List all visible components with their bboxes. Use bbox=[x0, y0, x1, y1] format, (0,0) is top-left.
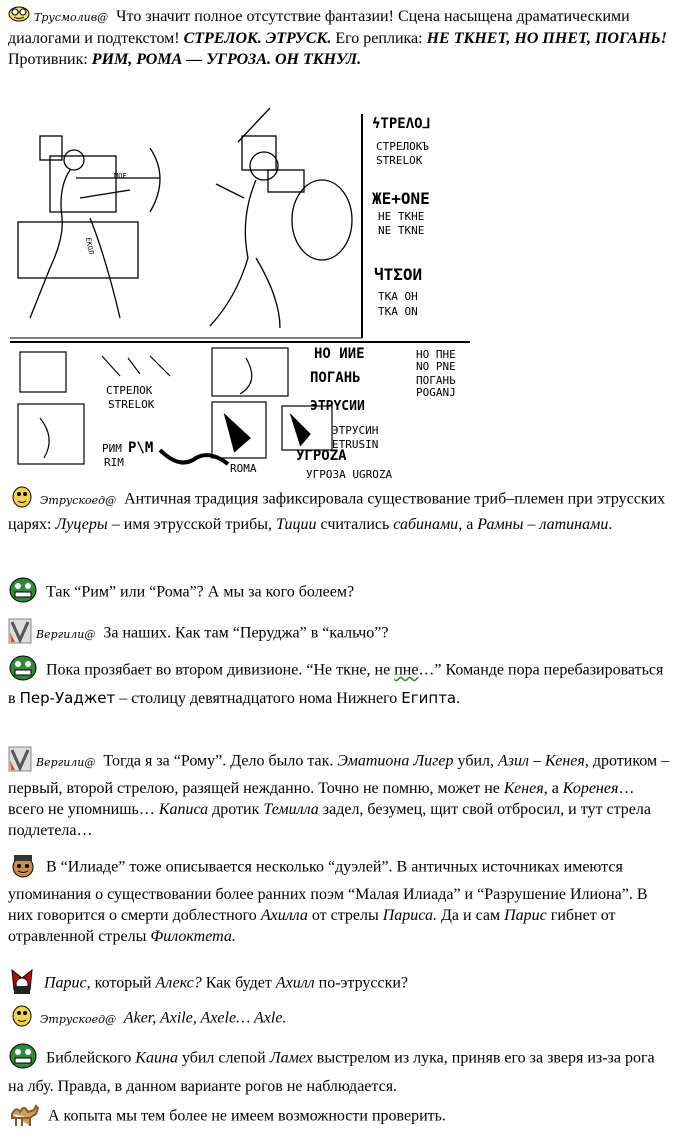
post-italic: Парис bbox=[504, 907, 547, 924]
spellcheck-word: пне bbox=[394, 661, 419, 679]
post-10 bbox=[8, 1042, 672, 1097]
post-italic: Азил bbox=[498, 752, 530, 770]
post-italic: Каина bbox=[135, 1049, 178, 1067]
strelok-cyr-bottom-label: СТРЕЛОК bbox=[106, 384, 153, 397]
post-italic: латинами bbox=[539, 516, 609, 533]
post-bold-text: СТРЕЛОК. ЭТРУСК. bbox=[183, 30, 332, 48]
post-text: … всего не упомнишь… bbox=[8, 780, 635, 818]
author-name: Вергили@ bbox=[36, 755, 96, 769]
glasses-smiley-avatar bbox=[8, 6, 30, 28]
post-2 bbox=[8, 486, 672, 535]
yellow-face-avatar bbox=[8, 1004, 36, 1034]
post-italic: Филоктета. bbox=[150, 928, 236, 945]
post-italic: Парис bbox=[40, 974, 87, 992]
post-bold-text: РИМ, РОМА — УГРОЗА. ОН ТКНУЛ. bbox=[91, 51, 362, 69]
post-text: …” Команде пора перебазироваться в bbox=[8, 661, 664, 707]
post-text: по-этрусски? bbox=[314, 974, 409, 992]
post-6 bbox=[8, 746, 672, 841]
v-letter-avatar bbox=[8, 618, 32, 650]
post-italic: Ахилла bbox=[260, 907, 308, 924]
svg-text:ЭTPYCИИ: ЭTPYCИИ bbox=[310, 399, 365, 414]
post-1 bbox=[8, 6, 672, 70]
post-text: . bbox=[456, 690, 461, 707]
post-italic: Эматиона Лигер bbox=[337, 752, 454, 770]
post-text: гибнет от отравленной стрелы bbox=[8, 907, 616, 945]
pogan-cyr-label: ПОГАНЬ bbox=[416, 374, 456, 387]
yellow-face-avatar bbox=[8, 486, 36, 514]
post-text: дротик bbox=[208, 801, 264, 818]
green-monster-avatar bbox=[8, 654, 38, 688]
place-name: Египта bbox=[401, 689, 457, 707]
author-name: Трусмолив@ bbox=[34, 10, 109, 24]
post-text: Его реплика: bbox=[331, 30, 427, 48]
post-text: , а bbox=[543, 780, 563, 797]
post-italic: Кенея bbox=[545, 752, 585, 770]
hat-face-avatar bbox=[8, 852, 38, 884]
archer-figure bbox=[18, 136, 160, 318]
post-text: от стрелы bbox=[307, 907, 383, 924]
svg-text:MOE: MOE bbox=[114, 172, 127, 180]
post-3 bbox=[8, 576, 672, 610]
post-text: Библейского bbox=[42, 1049, 136, 1067]
post-11 bbox=[8, 1100, 672, 1134]
svg-text:ЧTΣOИ: ЧTΣOИ bbox=[374, 265, 423, 284]
post-italic: Тиции bbox=[276, 516, 317, 533]
post-italic: Ламех bbox=[269, 1049, 313, 1067]
post-italic: Рамны bbox=[477, 516, 524, 533]
roma-label: ROMA bbox=[230, 462, 257, 475]
svg-text:HO ИИЕ: HO ИИЕ bbox=[314, 346, 365, 362]
post-text: убил, bbox=[453, 752, 499, 770]
post-text: Античная традиция зафиксировала существование триб–племен при этрусских царях: bbox=[8, 490, 666, 533]
post-text: считались bbox=[316, 516, 394, 533]
strelok-cyr-label: СТРЕЛОКЪ bbox=[376, 140, 429, 153]
ne-tkne-cyr-label: НЕ ТКНЕ bbox=[378, 210, 425, 223]
post-text: , который bbox=[86, 974, 156, 992]
post-text: Тогда я за “Рому”. Дело было так. bbox=[99, 752, 338, 770]
bottom-panel-fragments bbox=[18, 348, 332, 464]
jester-avatar bbox=[8, 966, 36, 1002]
post-italic: Луцеры bbox=[55, 516, 108, 533]
strelok-lat-label: STRELOK bbox=[376, 154, 423, 167]
post-text: Так “Рим” или “Рома”? А мы за кого болеем? bbox=[42, 583, 355, 601]
place-name: Пер-Уаджет bbox=[19, 689, 116, 707]
post-text: выстрелом из лука, приняв его за зверя из-за рога на лбу. Правда, в данном варианте рогов не наблюдается. bbox=[8, 1049, 655, 1095]
post-4 bbox=[8, 618, 672, 650]
warrior-figure bbox=[210, 108, 352, 328]
strelok-lat-bottom-label: STRELOK bbox=[108, 398, 155, 411]
post-5 bbox=[8, 654, 672, 709]
ugroza-label: УГРОЗА UGROZA bbox=[306, 468, 393, 480]
post-text: За наших. Как там “Перуджа” в “кальчо”? bbox=[99, 624, 389, 642]
rim-lat-label: RIM bbox=[104, 456, 124, 469]
post-8 bbox=[8, 966, 672, 1002]
post-italic: Кенея bbox=[503, 780, 544, 797]
post-text: – bbox=[529, 752, 546, 770]
post-text: – имя этрусской трибы, bbox=[107, 516, 277, 533]
etrusin-lat-label: ETRUSIN bbox=[332, 438, 379, 451]
rim-cyr-label: РИМ bbox=[102, 442, 122, 455]
svg-text:P\M: P\M bbox=[128, 440, 154, 456]
ne-tkne-lat-label: NE TKNE bbox=[378, 224, 425, 237]
post-italic: Ахилл bbox=[275, 974, 315, 992]
post-italic: Темилла bbox=[263, 801, 319, 818]
post-text: убил слепой bbox=[177, 1049, 270, 1067]
svg-text:ϟTPEΛO⅃: ϟTPEΛO⅃ bbox=[372, 116, 431, 132]
tka-on-cyr-label: ТКА ОН bbox=[378, 290, 418, 303]
svg-text:ЕКОЛ: ЕКОЛ bbox=[84, 236, 95, 255]
post-bold-text: НЕ ТКНЕТ, НО ПНЕТ, ПОГАНЬ! bbox=[426, 30, 667, 48]
post-text: – столицу девятнадцатого нома Нижнего bbox=[115, 690, 402, 707]
post-italic: Алекс? bbox=[155, 974, 202, 992]
tka-on-lat-label: TKA ON bbox=[378, 305, 418, 318]
post-text: . bbox=[608, 516, 613, 533]
no-pne-cyr-label: НО ПНЕ bbox=[416, 348, 456, 361]
pogan-lat-label: POGANJ bbox=[416, 386, 456, 399]
post-italic: Каписа bbox=[158, 801, 209, 818]
green-monster-avatar bbox=[8, 1042, 38, 1076]
no-pne-lat-label: NO PNE bbox=[416, 360, 456, 373]
author-name: Этрускоед@ bbox=[40, 493, 117, 507]
right-panel-inscriptions bbox=[372, 116, 430, 318]
author-name: Этрускоед@ bbox=[40, 1012, 117, 1026]
etruscan-illustration bbox=[10, 108, 470, 480]
camel-icon bbox=[8, 1100, 40, 1134]
post-text: Да и сам bbox=[437, 907, 505, 924]
post-text: Что значит полное отсутствие фантазии! Сцена насыщена драматическими диалогами и подтекстом! bbox=[8, 8, 630, 48]
post-text: А копыта мы тем более не имеем возможности проверить. bbox=[44, 1107, 446, 1125]
post-text: В “Илиаде” тоже описывается несколько “дуэлей”. В античных источниках имеются упоминания о существовании более ранних поэм “Малая Илиада” и “Разрушение Илиона”. В них говорится о смерти доблестного bbox=[8, 858, 648, 924]
post-italic: сабинами bbox=[393, 516, 459, 533]
author-name: Вергили@ bbox=[36, 627, 96, 641]
post-text: задел, безумец, щит свой отбросил, и тут стрела подлетела… bbox=[8, 801, 651, 839]
v-letter-avatar bbox=[8, 746, 32, 778]
green-monster-avatar bbox=[8, 576, 38, 610]
post-7 bbox=[8, 852, 672, 947]
svg-text:УГPOZA: УГPOZA bbox=[296, 448, 347, 464]
post-text: , дротиком – первый, второй стрелою, разящей нежданно. Точно не помню, может не bbox=[8, 752, 670, 797]
post-text: Как будет bbox=[201, 974, 276, 992]
post-9 bbox=[8, 1004, 672, 1034]
svg-text:ЖE+ONE: ЖE+ONE bbox=[372, 189, 430, 208]
post-text: Противник: bbox=[8, 51, 92, 69]
post-text: – bbox=[523, 516, 540, 533]
bottom-panel-inscriptions bbox=[102, 346, 456, 480]
post-italic: Париса. bbox=[382, 907, 437, 924]
etrusin-cyr-label: ЭТРУСИН bbox=[332, 424, 379, 437]
post-italic: Коренея bbox=[562, 780, 619, 797]
post-text: , а bbox=[458, 516, 478, 533]
svg-text:ПOГAHЬ: ПOГAHЬ bbox=[310, 370, 361, 386]
post-italic: Aker, Axile, Axele… Axle. bbox=[120, 1009, 287, 1027]
post-text: Пока прозябает во втором дивизионе. “Не ткне, не bbox=[42, 661, 395, 679]
